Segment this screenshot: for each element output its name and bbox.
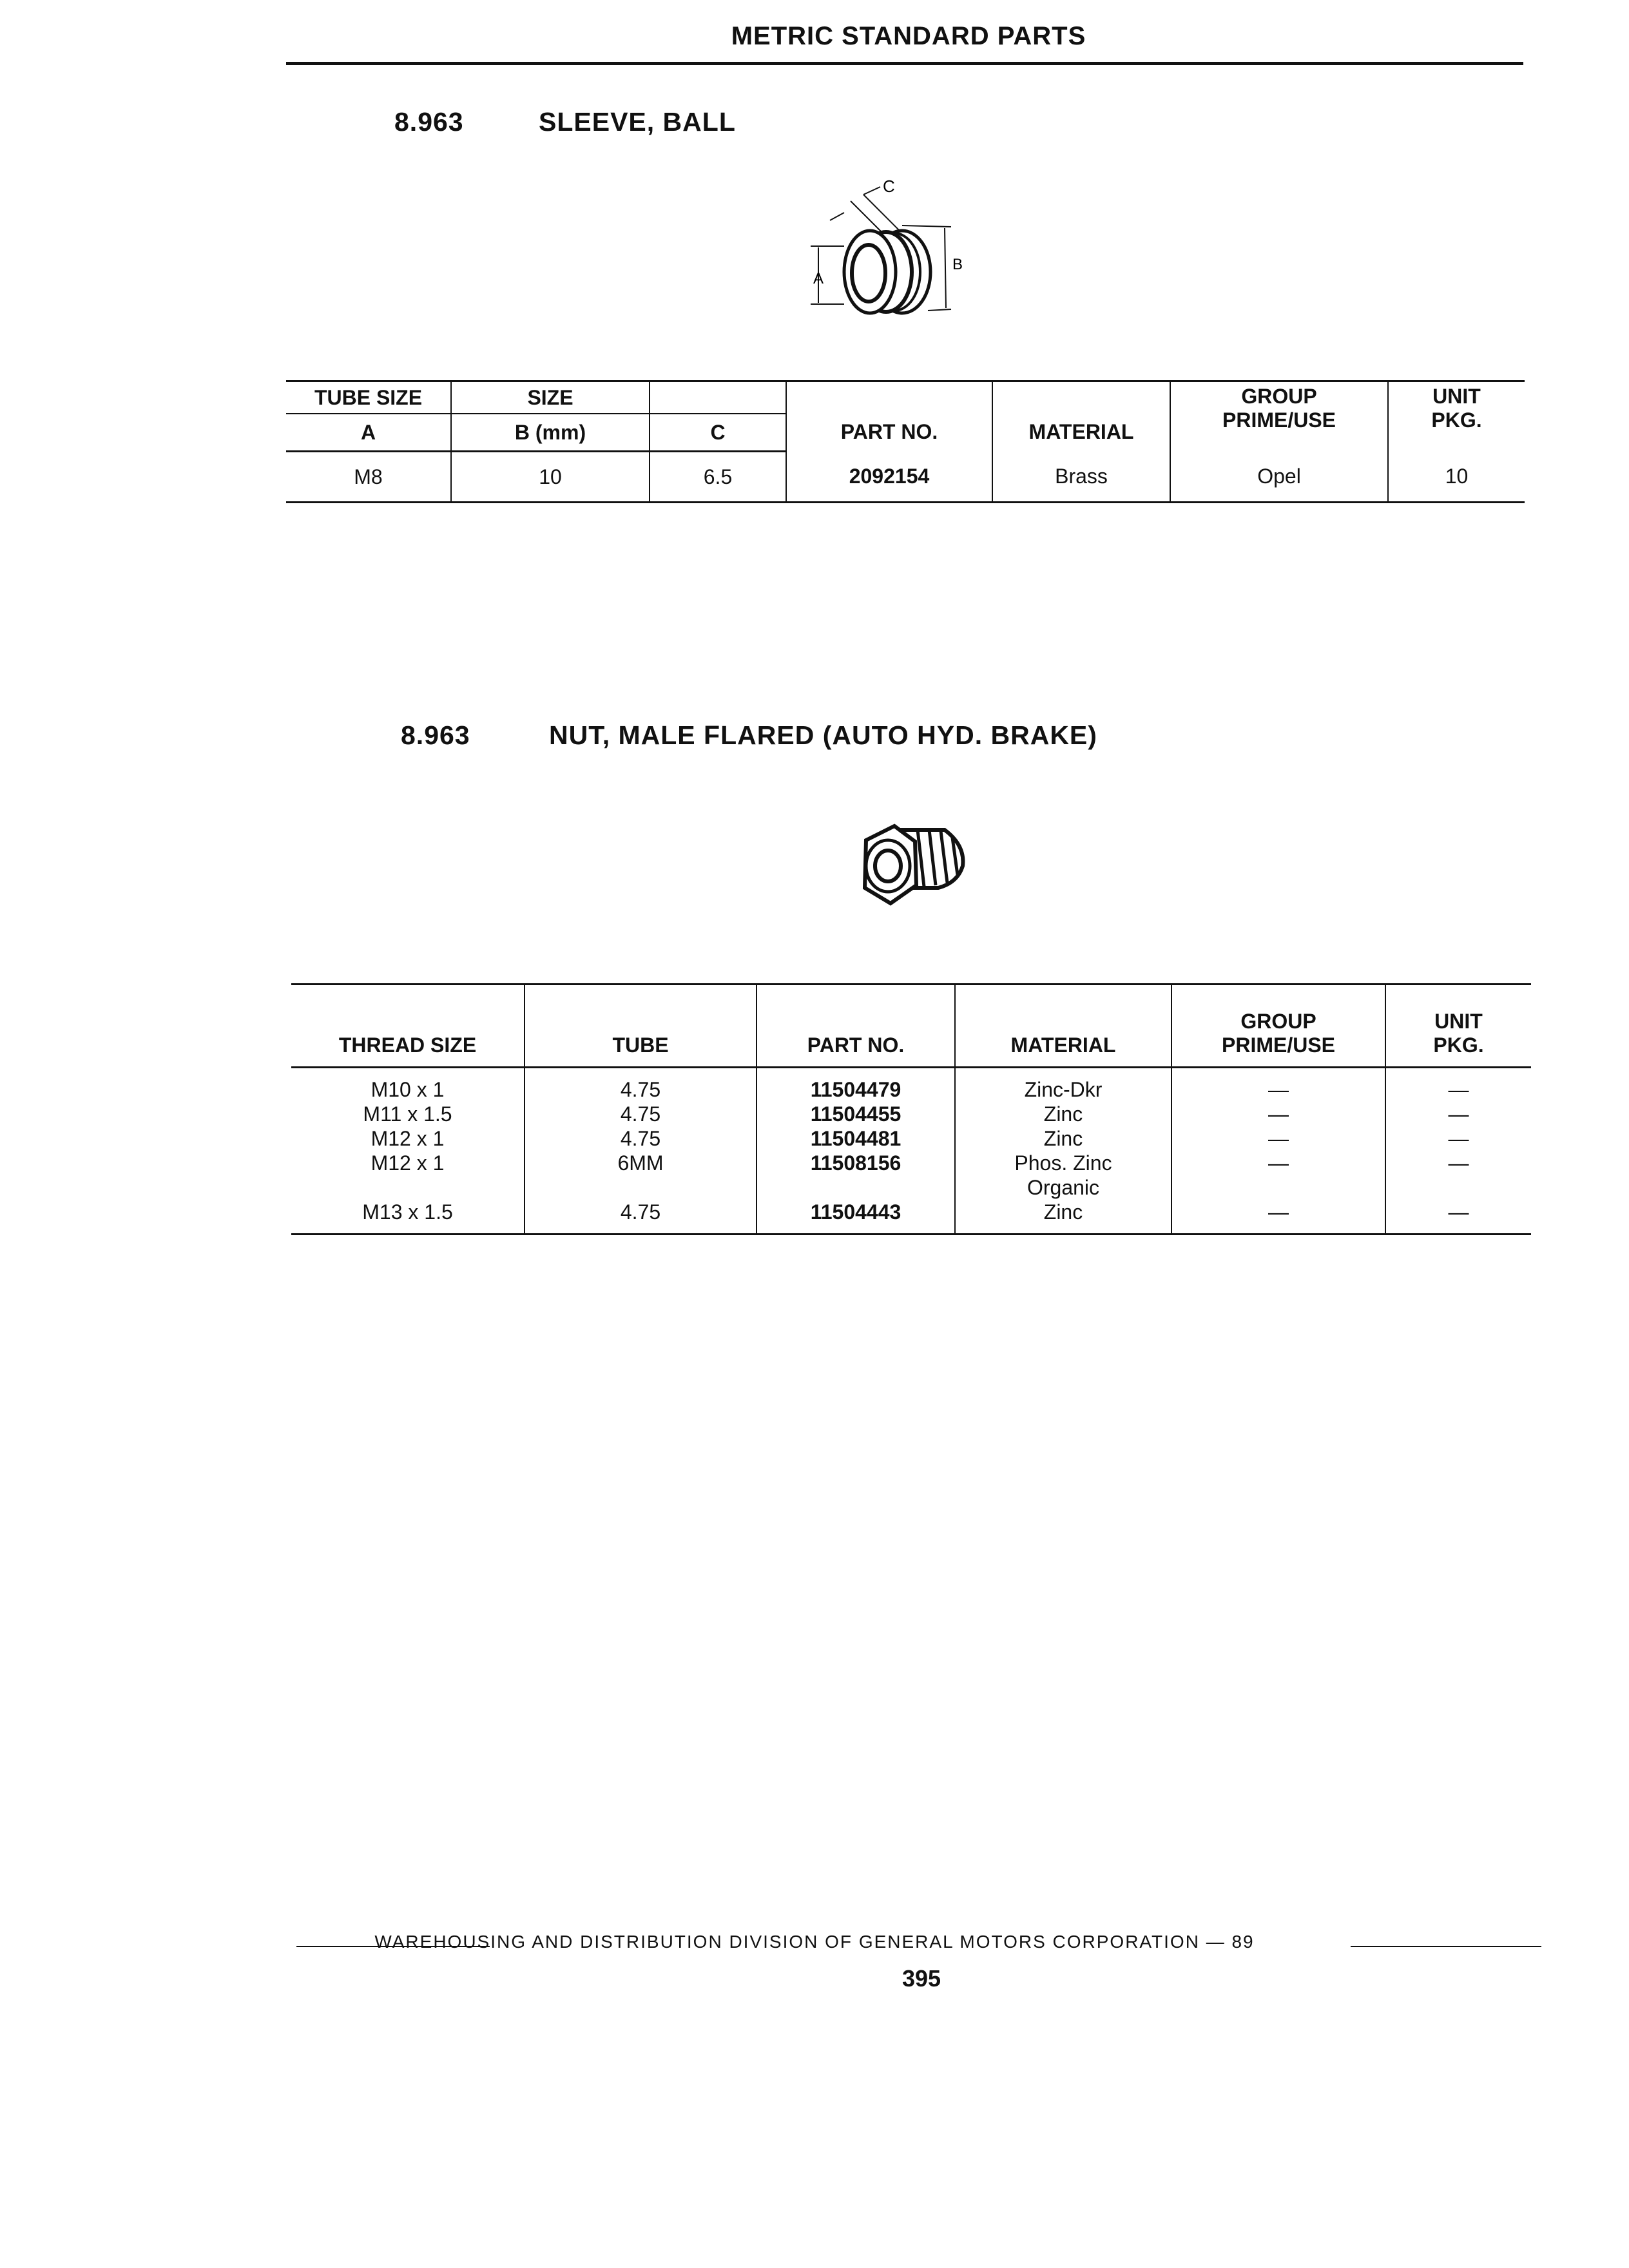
- cell-unit: 10: [1388, 452, 1525, 503]
- dim-b-label: B: [952, 256, 963, 273]
- col-group-line1: GROUP: [1240, 1010, 1316, 1033]
- col-a: A: [286, 414, 451, 452]
- material-value: Phos. Zinc: [1014, 1151, 1112, 1175]
- material-value-line2: Organic: [1027, 1176, 1100, 1199]
- unit-cell: [1385, 1068, 1531, 1235]
- part-no-value: 11504479: [810, 1078, 901, 1101]
- group-value: —: [1268, 1102, 1289, 1126]
- col-unit-line1: UNIT: [1432, 385, 1481, 408]
- cell-material: Brass: [992, 452, 1170, 503]
- sleeve-ball-table: [286, 380, 1525, 503]
- col-unit-line2: PKG.: [1431, 408, 1482, 432]
- group-value: —: [1268, 1151, 1289, 1175]
- tube-value: 4.75: [620, 1078, 661, 1101]
- col-unit: [1388, 381, 1525, 452]
- material-value: Zinc: [1043, 1127, 1083, 1150]
- part-no-value: 11508156: [810, 1151, 901, 1175]
- material-value: Zinc: [1043, 1102, 1083, 1126]
- part-no-value: 11504443: [810, 1200, 901, 1224]
- cell-part-no: 2092154: [786, 452, 992, 503]
- unit-value: —: [1448, 1151, 1469, 1175]
- material-cell: [955, 1068, 1171, 1235]
- material-value: Zinc: [1043, 1200, 1083, 1224]
- part-no-value: 11504455: [810, 1102, 901, 1126]
- dim-a-label: A: [813, 270, 824, 287]
- table-row: [286, 452, 1525, 503]
- col-b: B (mm): [451, 414, 650, 452]
- col-blank: [650, 381, 786, 414]
- thread-value: M10 x 1: [371, 1078, 445, 1101]
- col-thread-size: THREAD SIZE: [291, 985, 525, 1068]
- thread-cell: [291, 1068, 525, 1235]
- thread-value: M12 x 1: [371, 1151, 445, 1175]
- col-tube-size: TUBE SIZE: [286, 381, 451, 414]
- part-no-cell: [757, 1068, 955, 1235]
- col-group-line2: PRIME/USE: [1222, 408, 1336, 432]
- footer-text: WAREHOUSING AND DISTRIBUTION DIVISION OF GENERAL MOTORS CORPORATION — 89: [374, 1932, 1255, 1952]
- col-part-no: PART NO.: [757, 985, 955, 1068]
- group-value: —: [1268, 1127, 1289, 1150]
- header-rule: [286, 62, 1523, 65]
- tube-value: 4.75: [620, 1127, 661, 1150]
- section2-number: 8.963: [401, 720, 470, 750]
- tube-value: 6MM: [617, 1151, 664, 1175]
- thread-value: M11 x 1.5: [363, 1102, 452, 1126]
- col-tube: TUBE: [525, 985, 757, 1068]
- col-size: SIZE: [451, 381, 650, 414]
- unit-spacer: [1390, 1175, 1527, 1200]
- group-spacer: [1176, 1175, 1381, 1200]
- dim-c-label: C: [883, 177, 895, 196]
- material-value: Zinc-Dkr: [1024, 1078, 1103, 1101]
- flared-nut-illustration: [848, 816, 977, 919]
- thread-value: M13 x 1.5: [362, 1200, 453, 1224]
- group-cell: [1171, 1068, 1385, 1235]
- col-material: MATERIAL: [955, 985, 1171, 1068]
- col-group-line1: GROUP: [1241, 385, 1317, 408]
- col-unit-line1: UNIT: [1434, 1010, 1483, 1033]
- col-part-no: PART NO.: [786, 381, 992, 452]
- unit-value: —: [1448, 1200, 1469, 1224]
- page-header: METRIC STANDARD PARTS: [731, 22, 1086, 50]
- cell-a: M8: [286, 452, 451, 503]
- col-unit-line2: PKG.: [1433, 1033, 1484, 1057]
- col-group-line2: PRIME/USE: [1221, 1033, 1336, 1057]
- col-c: C: [650, 414, 786, 452]
- cell-group: Opel: [1170, 452, 1388, 503]
- tube-cell: [525, 1068, 757, 1235]
- thread-spacer: [295, 1175, 520, 1200]
- unit-value: —: [1448, 1078, 1469, 1101]
- table-row: [291, 1068, 1531, 1235]
- thread-value: M12 x 1: [371, 1127, 445, 1150]
- page-number: 395: [901, 1965, 941, 1992]
- tube-value: 4.75: [620, 1102, 661, 1126]
- ball-sleeve-illustration: [799, 175, 979, 330]
- group-value: —: [1268, 1078, 1289, 1101]
- part-no-spacer: [761, 1175, 950, 1200]
- col-unit: [1385, 985, 1531, 1068]
- flared-nut-table: [291, 983, 1531, 1235]
- tube-spacer: [529, 1175, 752, 1200]
- col-group: [1170, 381, 1388, 452]
- unit-value: —: [1448, 1127, 1469, 1150]
- cell-c: 6.5: [650, 452, 786, 503]
- part-no-value: 11504481: [810, 1127, 901, 1150]
- section1-number: 8.963: [394, 107, 464, 137]
- col-group: [1171, 985, 1385, 1068]
- tube-value: 4.75: [620, 1200, 661, 1224]
- section1-title: SLEEVE, BALL: [539, 107, 736, 137]
- col-material: MATERIAL: [992, 381, 1170, 452]
- cell-b: 10: [451, 452, 650, 503]
- unit-value: —: [1448, 1102, 1469, 1126]
- section2-title: NUT, MALE FLARED (AUTO HYD. BRAKE): [549, 720, 1097, 750]
- group-value: —: [1268, 1200, 1289, 1224]
